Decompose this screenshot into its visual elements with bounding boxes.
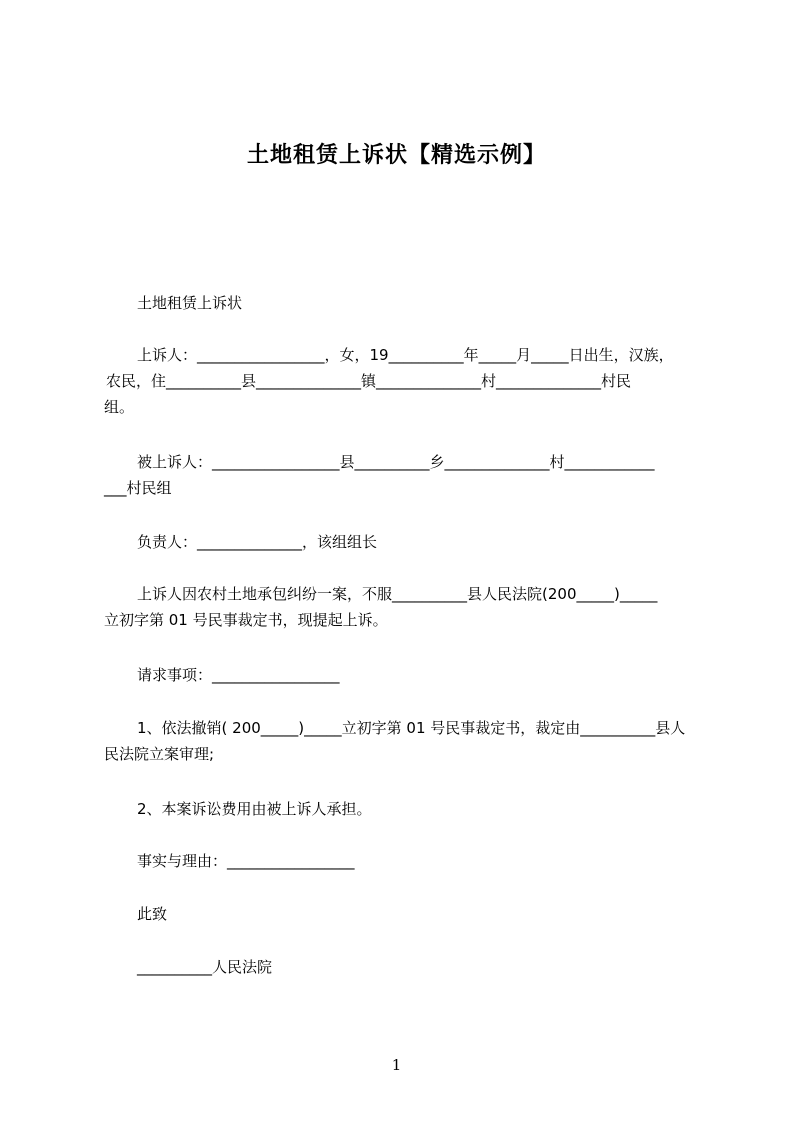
appellant-line-1: 上诉人：_________________，女，19__________年_____月_____日出生，汉族，	[137, 346, 674, 364]
case-section	[104, 581, 708, 633]
appellee-line-1: 被上诉人：_________________县__________乡______________村____________	[137, 453, 655, 471]
appellee-section	[104, 449, 708, 501]
request-item-2: 2、本案诉讼费用由被上诉人承担。	[137, 800, 372, 818]
case-line-2: 立初字第 01 号民事裁定书，现提起上诉。	[104, 611, 388, 629]
closing-salutation: 此致	[137, 905, 168, 923]
subtitle: 土地租赁上诉状	[137, 294, 243, 312]
appellant-line-3: 组。	[104, 398, 135, 416]
document-title: 土地租赁上诉状【精选示例】	[246, 143, 546, 168]
facts-heading: 事实与理由：_________________	[137, 852, 355, 870]
appellant-line-2: 农民，住__________县______________镇______________村______________村民	[106, 372, 632, 390]
page-number: 1	[391, 1056, 402, 1074]
appellee-line-2: ___村民组	[104, 479, 172, 497]
request-heading: 请求事项：_________________	[137, 666, 340, 684]
appellant-section	[104, 342, 708, 420]
case-line-1: 上诉人因农村土地承包纠纷一案，不服__________县人民法院(200_____)_____	[137, 585, 658, 603]
responsible-person: 负责人：______________，该组组长	[137, 533, 378, 551]
request-item-1	[104, 715, 708, 767]
request-item-1-line-2: 民法院立案审理;	[104, 745, 215, 763]
request-item-1-line-1: 1、依法撤销( 200_____)_____立初字第 01 号民事裁定书，裁定由__________县人	[137, 719, 686, 737]
court-name: __________人民法院	[137, 958, 273, 976]
